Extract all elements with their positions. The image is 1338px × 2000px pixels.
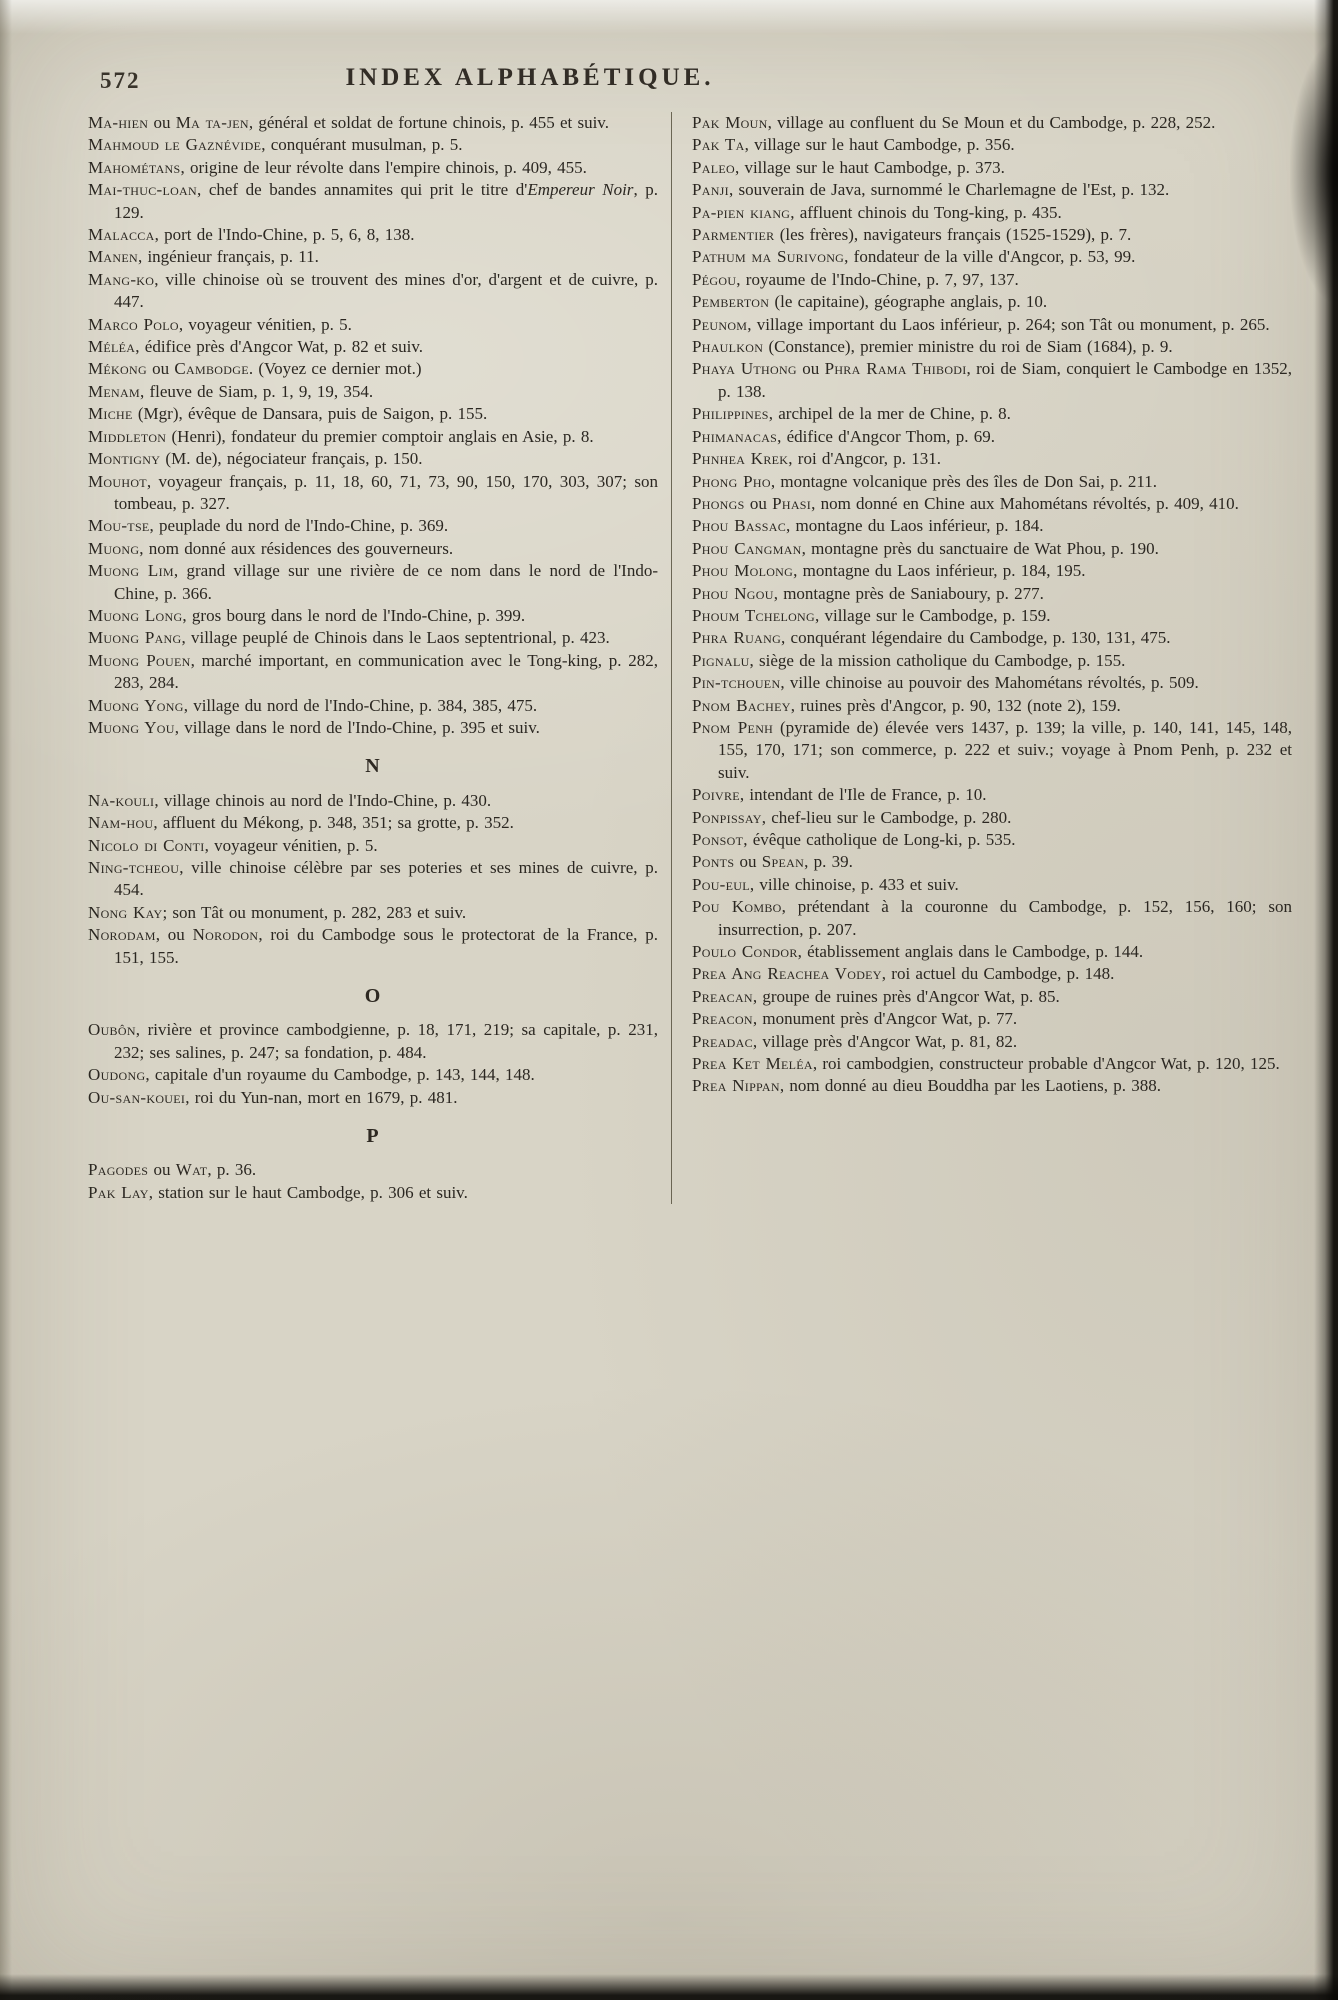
scan-edge-right — [1314, 0, 1338, 2000]
entry-headword: Muong Pang — [88, 628, 182, 648]
index-entry — [692, 224, 1292, 246]
entry-text: , station sur le haut Cambodge, p. 306 et suiv. — [148, 1182, 468, 1202]
entry-text: , édifice près d'Angcor Wat, p. 82 et suiv. — [135, 337, 424, 357]
index-entry — [88, 627, 658, 649]
index-entry — [88, 924, 658, 969]
entry-text: , établissement anglais dans le Cambodge, p. 144. — [797, 942, 1144, 962]
index-entry — [88, 1159, 658, 1181]
index-entry — [88, 403, 658, 425]
scan-blotch-top-right — [1290, 42, 1338, 302]
entry-headword: Mahométans — [88, 157, 181, 177]
entry-text: , marché important, en communication avec le Tong-king, p. 282, 283, 284. — [114, 650, 658, 693]
entry-headword: Preacon — [692, 1009, 753, 1029]
entry-headword: Phou Ngou — [692, 583, 774, 603]
section-heading: O — [364, 985, 382, 1008]
entry-headword: Pégou — [692, 269, 737, 289]
index-entry — [692, 448, 1292, 470]
entry-text: ou — [796, 359, 825, 379]
index-entry — [692, 627, 1292, 649]
index-entry — [692, 134, 1292, 156]
index-entry — [88, 902, 658, 924]
entry-text: ou — [734, 852, 762, 872]
index-entry — [692, 157, 1292, 179]
entry-text: , village sur le Cambodge, p. 159. — [814, 605, 1051, 625]
entry-text: (pyramide de) élevée vers 1437, p. 139; la ville, p. 140, 141, 145, 148, 155, 170, 171; son commerce, p. 222 et suiv.; voyage à Pnom Penh, p. 232 et suiv. — [718, 717, 1292, 782]
column-right — [692, 112, 1292, 1204]
index-entry — [692, 1053, 1292, 1075]
entry-headword: Paleo — [692, 157, 735, 177]
entry-text: Empereur Noir — [527, 180, 634, 200]
entry-text: , ou — [155, 925, 193, 945]
entry-text: , village du nord de l'Indo-Chine, p. 384, 385, 475. — [183, 695, 538, 715]
entry-headword: Poulo Condor — [692, 942, 798, 962]
entry-headword: Prea Ket Meléa — [692, 1054, 813, 1074]
entry-text: , village chinois au nord de l'Indo-Chine, p. 430. — [154, 790, 492, 810]
entry-text: ou — [148, 113, 176, 132]
entry-text: . (Voyez ce dernier mot.) — [248, 359, 422, 379]
index-entry — [88, 358, 658, 380]
index-entry — [692, 672, 1292, 694]
entry-text: (les frères), navigateurs français (1525-1529), p. 7. — [774, 225, 1132, 245]
index-entry — [692, 1008, 1292, 1030]
entry-text: , ruines près d'Angcor, p. 90, 132 (note 2), 159. — [790, 695, 1121, 715]
entry-text: , nom donné au dieu Bouddha par les Laotiens, p. 388. — [779, 1076, 1161, 1096]
entry-text: , archipel de la mer de Chine, p. 8. — [768, 404, 1011, 424]
index-entry — [88, 538, 658, 560]
entry-text: , ville chinoise, p. 433 et suiv. — [749, 874, 959, 894]
index-entry — [692, 650, 1292, 672]
entry-headword: Phaulkon — [692, 337, 764, 357]
entry-text: , rivière et province cambodgienne, p. 18, 171, 219; sa capitale, p. 231, 232; ses salines, p. 247; sa fondation, p. 484. — [114, 1020, 658, 1062]
index-entry — [88, 650, 658, 695]
index-entry — [88, 336, 658, 358]
index-entry — [692, 471, 1292, 493]
entry-text: , chef de bandes annamites qui prit le titre d' — [197, 180, 528, 200]
index-entry — [88, 157, 658, 179]
entry-headword: Pou Kombo — [692, 897, 782, 917]
entry-headword: Phaya Uthong — [692, 359, 797, 379]
entry-text: , ville chinoise célèbre par ses poteries et ses mines de cuivre, p. 454. — [114, 858, 658, 900]
entry-headword: Oudong — [88, 1065, 146, 1085]
index-entry — [692, 963, 1292, 985]
index-entry — [692, 179, 1292, 201]
entry-text: , p. 129. — [114, 180, 659, 222]
entry-headword: Oubôn — [88, 1020, 136, 1040]
entry-text: , voyageur français, p. 11, 18, 60, 71, 73, 90, 150, 170, 303, 307; son tombeau, p. 327. — [114, 471, 658, 513]
entry-text: , voyageur vénitien, p. 5. — [204, 835, 378, 855]
entry-headword: Pnom Bachey — [692, 695, 791, 715]
entry-text: ou — [744, 493, 773, 513]
index-entry — [692, 874, 1292, 896]
index-entry — [692, 336, 1292, 358]
entry-text: , roi d'Angcor, p. 131. — [788, 449, 942, 469]
entry-text: , montagne près du sanctuaire de Wat Phou, p. 190. — [801, 538, 1159, 558]
entry-text: , monument près d'Angcor Wat, p. 77. — [752, 1009, 1018, 1029]
entry-text: , roi cambodgien, constructeur probable d'Angcor Wat, p. 120, 125. — [812, 1054, 1280, 1074]
index-entry — [692, 1075, 1292, 1097]
page-title: INDEX ALPHABÉTIQUE. — [345, 64, 715, 91]
index-entry — [88, 1019, 658, 1064]
index-entry — [692, 403, 1292, 425]
index-entry — [692, 605, 1292, 627]
index-entry — [88, 381, 658, 403]
index-entry — [692, 851, 1292, 873]
entry-headword: Poivre — [692, 785, 740, 805]
entry-headword: Na-kouli — [88, 790, 155, 810]
index-entry — [692, 202, 1292, 224]
section-heading: P — [366, 1125, 380, 1148]
entry-text: , port de l'Indo-Chine, p. 5, 6, 8, 138. — [154, 225, 415, 245]
index-entry — [88, 717, 658, 739]
entry-headword: Norodon — [192, 925, 259, 945]
entry-headword: Mai-thuc-loan — [88, 180, 197, 200]
index-entry — [88, 269, 658, 314]
page-number: 572 — [100, 68, 141, 93]
entry-text: , village au confluent du Se Moun et du Cambodge, p. 228, 252. — [767, 113, 1216, 132]
index-entry — [88, 790, 658, 812]
entry-text: ou — [148, 1160, 176, 1180]
index-entry — [692, 583, 1292, 605]
entry-text: , village important du Laos inférieur, p. 264; son Tât ou monument, p. 265. — [747, 314, 1270, 334]
entry-headword: Wat — [175, 1160, 208, 1180]
entry-headword: Pin-tchouen — [692, 673, 781, 693]
entry-headword: Muong Yong — [88, 695, 184, 715]
entry-text: , roi actuel du Cambodge, p. 148. — [881, 964, 1115, 984]
entry-headword: Phimanacas — [692, 426, 778, 446]
entry-text: (Mgr), évêque de Dansara, puis de Saigon, p. 155. — [132, 404, 488, 424]
entry-headword: Muong Pouen — [88, 650, 191, 670]
entry-text: , montagne du Laos inférieur, p. 184. — [786, 516, 1044, 536]
index-entry — [692, 493, 1292, 515]
entry-text: , conquérant musulman, p. 5. — [261, 135, 463, 155]
entry-text: , siège de la mission catholique du Cambodge, p. 155. — [749, 650, 1126, 670]
entry-text: , montagne près de Saniaboury, p. 277. — [773, 583, 1044, 603]
index-entry — [692, 358, 1292, 403]
entry-headword: Middleton — [88, 426, 167, 446]
index-entry — [692, 314, 1292, 336]
entry-headword: Phoum Tchelong — [692, 605, 815, 625]
entry-text: , ville chinoise où se trouvent des mines d'or, d'argent et de cuivre, p. 447. — [114, 269, 658, 312]
entry-text: , ville chinoise au pouvoir des Mahométans révoltés, p. 509. — [780, 673, 1199, 693]
entry-headword: Miche — [88, 404, 133, 424]
index-entry — [692, 246, 1292, 268]
index-entry — [692, 829, 1292, 851]
entry-headword: Pou-eul — [692, 874, 750, 894]
index-entry — [692, 112, 1292, 134]
entry-text: , peuplade du nord de l'Indo-Chine, p. 369. — [149, 516, 449, 536]
index-entry — [88, 1064, 658, 1086]
entry-text: , roi de Siam, conquiert le Cambodge en 1352, p. 138. — [718, 359, 1293, 401]
entry-headword: Phou Bassac — [692, 516, 787, 536]
scan-edge-top — [0, 0, 1338, 34]
entry-headword: Peunom — [692, 314, 748, 334]
entry-headword: Prea Nippan — [692, 1076, 780, 1096]
index-columns — [88, 112, 1292, 1204]
entry-text: , grand village sur une rivière de ce nom dans le nord de l'Indo-Chine, p. 366. — [114, 561, 658, 603]
index-entry — [88, 314, 658, 336]
entry-headword: Phongs — [692, 493, 745, 513]
scan-edge-left — [0, 0, 12, 2000]
entry-text: , montagne volcanique près des îles de Don Sai, p. 211. — [770, 471, 1157, 491]
entry-text: , édifice d'Angcor Thom, p. 69. — [777, 426, 995, 446]
index-entry — [88, 835, 658, 857]
index-entry — [88, 812, 658, 834]
entry-headword: Pagodes — [88, 1160, 149, 1180]
entry-text: , roi du Cambodge sous le protectorat de la France, p. 151, 155. — [114, 925, 658, 967]
entry-text: , nom donné en Chine aux Mahométans révoltés, p. 409, 410. — [811, 493, 1239, 513]
entry-text: , chef-lieu sur le Cambodge, p. 280. — [761, 807, 1012, 827]
entry-headword: Manen — [88, 247, 138, 267]
entry-headword: Preacan — [692, 986, 753, 1006]
entry-text: , fondateur de la ville d'Angcor, p. 53, 99. — [844, 247, 1136, 267]
index-entry — [692, 717, 1292, 784]
entry-text: , village sur le haut Cambodge, p. 373. — [734, 157, 1005, 177]
column-left — [88, 112, 658, 1204]
index-entry — [88, 695, 658, 717]
index-entry — [88, 179, 658, 224]
index-entry — [88, 605, 658, 627]
entry-text: (M. de), négociateur français, p. 150. — [160, 449, 423, 469]
entry-headword: Muong Long — [88, 605, 183, 625]
entry-text: , p. 39. — [804, 852, 853, 872]
column-divider — [671, 112, 672, 1204]
entry-headword: Pnom Penh — [692, 717, 774, 737]
entry-headword: Muong Lim — [88, 561, 174, 581]
entry-headword: Pak Lay — [88, 1182, 149, 1202]
entry-headword: Phra Ruang — [692, 628, 782, 648]
entry-headword: Panji — [692, 180, 729, 200]
entry-text: (le capitaine), géographe anglais, p. 10. — [769, 292, 1048, 312]
entry-headword: Malacca — [88, 225, 155, 245]
entry-text: , affluent du Mékong, p. 348, 351; sa grotte, p. 352. — [153, 813, 514, 833]
entry-headword: Phra Rama Thibodi — [824, 359, 967, 379]
entry-headword: Phong Pho — [692, 471, 771, 491]
entry-text: , conquérant légendaire du Cambodge, p. 130, 131, 475. — [781, 628, 1171, 648]
entry-text: (Constance), premier ministre du roi de Siam (1684), p. 9. — [763, 337, 1173, 357]
index-entry — [88, 560, 658, 605]
entry-headword: Mang-ko — [88, 269, 155, 289]
entry-text: , prétendant à la couronne du Cambodge, p. 152, 156, 160; son insurrection, p. 207. — [718, 897, 1292, 939]
scan-edge-bottom — [0, 1974, 1338, 2000]
entry-headword: Montigny — [88, 449, 161, 469]
entry-text: , groupe de ruines près d'Angcor Wat, p. 85. — [752, 986, 1060, 1006]
index-entry — [692, 986, 1292, 1008]
index-entry — [692, 560, 1292, 582]
entry-text: , montagne du Laos inférieur, p. 184, 195. — [793, 561, 1086, 581]
entry-text: , origine de leur révolte dans l'empire chinois, p. 409, 455. — [180, 157, 587, 177]
index-entry — [692, 695, 1292, 717]
entry-headword: Cambodge — [174, 359, 249, 379]
entry-headword: Mahmoud le Gaznévide — [88, 135, 262, 155]
entry-headword: Parmentier — [692, 225, 775, 245]
entry-headword: Menam — [88, 381, 140, 401]
index-entry — [692, 896, 1292, 941]
entry-headword: Ma ta-jen — [175, 113, 249, 132]
entry-headword: Phasi — [772, 493, 812, 513]
entry-text: (Henri), fondateur du premier comptoir anglais en Asie, p. 8. — [166, 426, 594, 446]
entry-headword: Ponpissay — [692, 807, 762, 827]
index-entry — [88, 224, 658, 246]
entry-headword: Phou Molong — [692, 561, 794, 581]
entry-text: , village près d'Angcor Wat, p. 81, 82. — [752, 1031, 1018, 1051]
index-entry — [88, 515, 658, 537]
entry-headword: Ou-san-kouei — [88, 1087, 186, 1107]
index-entry — [88, 471, 658, 516]
entry-headword: Ning-tcheou — [88, 858, 180, 877]
entry-headword: Pemberton — [692, 292, 770, 312]
entry-headword: Marco Polo — [88, 314, 179, 334]
entry-text: , capitale d'un royaume du Cambodge, p. 143, 144, 148. — [145, 1065, 535, 1085]
entry-text: , évêque catholique de Long-ki, p. 535. — [743, 830, 1016, 849]
entry-headword: Méléa — [88, 337, 136, 357]
entry-headword: Pa-pien kiang — [692, 202, 791, 222]
index-entry — [88, 1087, 658, 1109]
index-entry — [88, 1182, 658, 1204]
entry-headword: Phou Cangman — [692, 538, 802, 558]
entry-headword: Nam-hou — [88, 813, 154, 833]
entry-text: ; son Tât ou monument, p. 282, 283 et suiv. — [162, 902, 467, 922]
index-entry — [692, 426, 1292, 448]
entry-text: , p. 36. — [207, 1160, 257, 1180]
entry-headword: Mouhot — [88, 471, 147, 491]
entry-text: , voyageur vénitien, p. 5. — [178, 314, 352, 334]
index-entry — [692, 515, 1292, 537]
index-entry — [88, 134, 658, 156]
index-entry — [692, 784, 1292, 806]
entry-headword: Ponts — [692, 852, 735, 872]
entry-headword: Mékong — [88, 359, 147, 379]
entry-headword: Philippines — [692, 404, 769, 424]
index-entry — [88, 246, 658, 268]
entry-headword: Mou-tse — [88, 516, 150, 536]
index-entry — [88, 448, 658, 470]
entry-text: , général et soldat de fortune chinois, p. 455 et suiv. — [248, 113, 609, 132]
entry-headword: Preadac — [692, 1031, 753, 1051]
index-entry — [692, 807, 1292, 829]
entry-headword: Norodam — [88, 925, 156, 945]
entry-headword: Muong You — [88, 717, 175, 737]
entry-text: , intendant de l'Ile de France, p. 10. — [739, 785, 987, 805]
section-heading: N — [365, 755, 381, 778]
entry-headword: Pak Ta — [692, 135, 745, 155]
entry-text: ou — [146, 359, 175, 379]
entry-text: , affluent chinois du Tong-king, p. 435. — [790, 202, 1062, 222]
entry-headword: Pathum ma Surivong — [692, 247, 845, 267]
entry-text: , souverain de Java, surnommé le Charlemagne de l'Est, p. 132. — [728, 180, 1170, 200]
index-entry — [692, 941, 1292, 963]
entry-headword: Ponsot — [692, 830, 744, 849]
index-entry — [88, 426, 658, 448]
entry-text: , royaume de l'Indo-Chine, p. 7, 97, 137. — [736, 269, 1019, 289]
index-entry — [88, 857, 658, 902]
entry-headword: Pak Moun — [692, 113, 768, 132]
entry-headword: Nong Kay — [88, 902, 163, 922]
entry-headword: Muong — [88, 538, 140, 558]
entry-text: , roi du Yun-nan, mort en 1679, p. 481. — [185, 1087, 458, 1107]
entry-headword: Nicolo di Conti — [88, 835, 205, 855]
index-entry — [692, 538, 1292, 560]
index-entry — [692, 269, 1292, 291]
entry-headword: Pignalu — [692, 650, 750, 670]
entry-headword: Ma-hien — [88, 113, 149, 132]
entry-headword: Phnhea Krek — [692, 449, 789, 469]
index-entry — [88, 112, 658, 134]
entry-headword: Prea Ang Reachea Vodey — [692, 964, 882, 984]
entry-text: , fleuve de Siam, p. 1, 9, 19, 354. — [139, 381, 374, 401]
entry-text: , village dans le nord de l'Indo-Chine, p. 395 et suiv. — [174, 717, 540, 737]
entry-text: , gros bourg dans le nord de l'Indo-Chine, p. 399. — [182, 605, 526, 625]
entry-text: , ingénieur français, p. 11. — [137, 247, 319, 267]
entry-headword: Spean — [761, 852, 805, 872]
entry-text: , village peuplé de Chinois dans le Laos septentrional, p. 423. — [181, 628, 610, 648]
index-entry — [692, 1031, 1292, 1053]
index-entry — [692, 291, 1292, 313]
entry-text: , nom donné aux résidences des gouverneurs. — [139, 538, 454, 558]
entry-text: , village sur le haut Cambodge, p. 356. — [744, 135, 1015, 155]
